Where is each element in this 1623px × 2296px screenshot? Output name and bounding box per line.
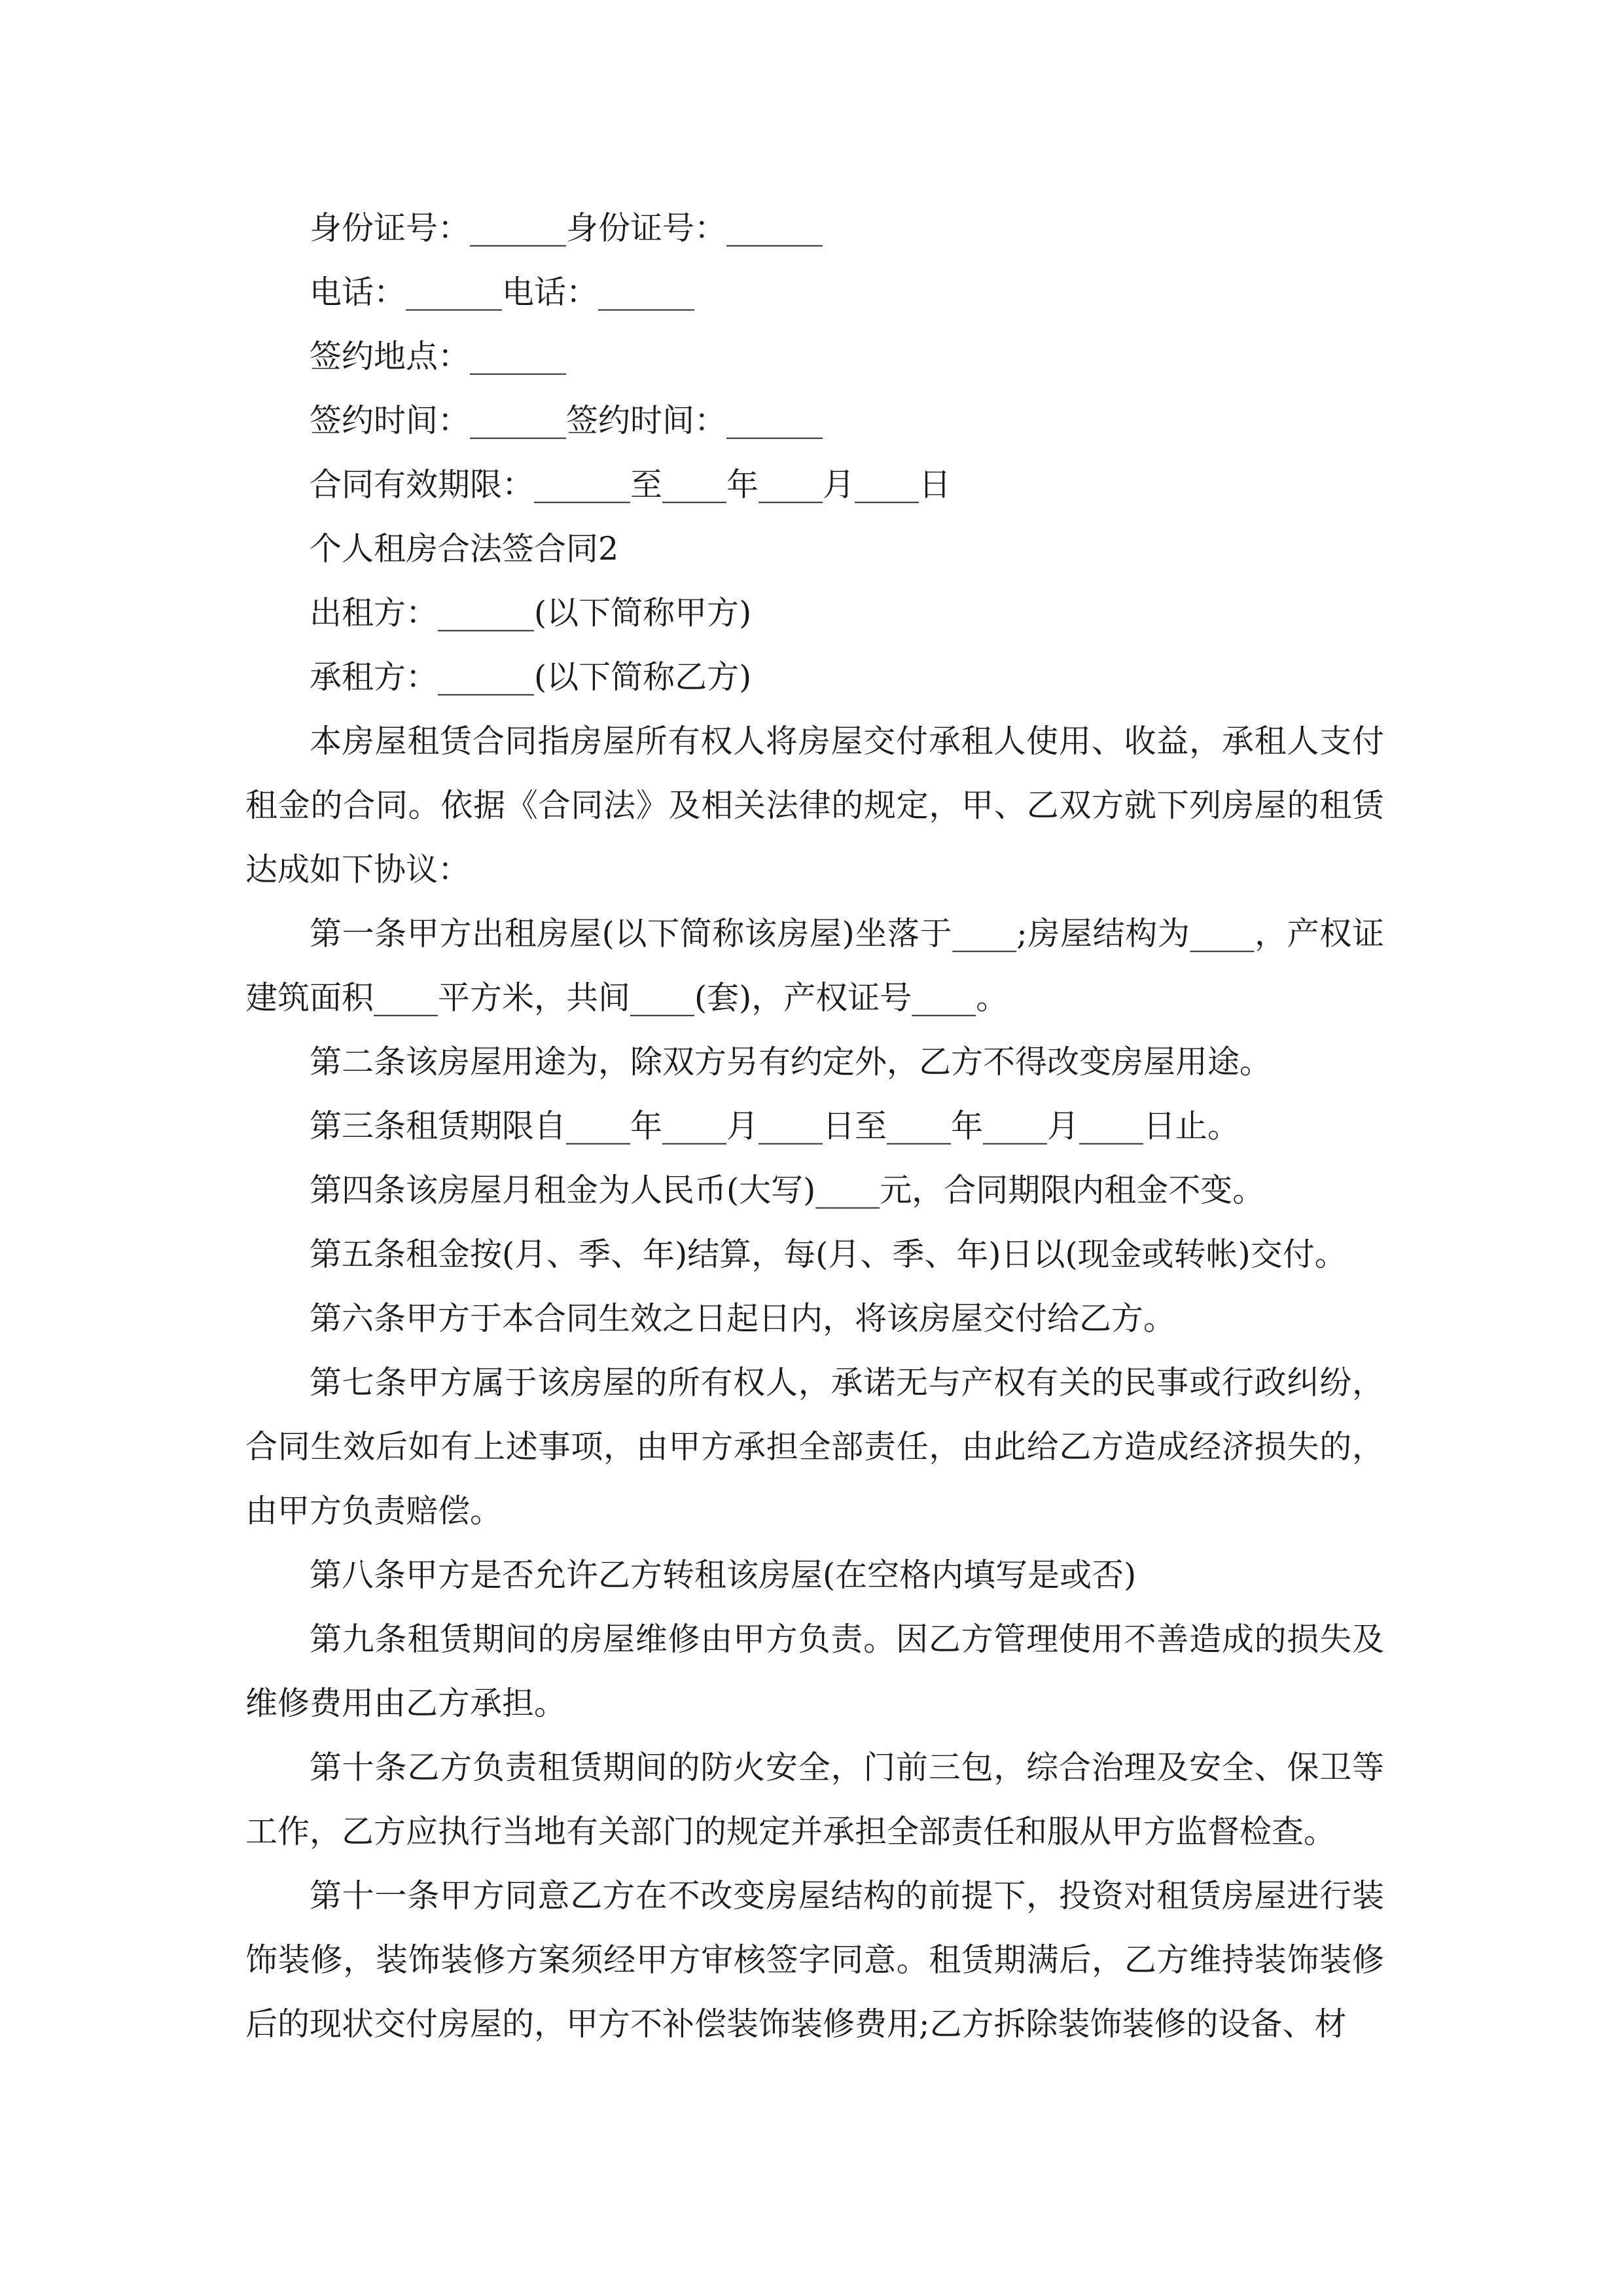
article-7: 第七条甲方属于该房屋的所有权人，承诺无与产权有关的民事或行政纠纷，合同生效后如有上述事项，由甲方承担全部责任，由此给乙方造成经济损失的，由甲方负责赔偿。 [245, 1364, 1384, 1530]
lessee-line: 承租方：______(以下简称乙方) [310, 658, 752, 696]
contract-body [245, 196, 1384, 2056]
article-10: 第十条乙方负责租赁期间的防火安全，门前三包，综合治理及安全、保卫等工作，乙方应执行当地有关部门的规定并承担全部责任和服从甲方监督检查。 [245, 1749, 1384, 1850]
preamble-paragraph: 本房屋租赁合同指房屋所有权人将房屋交付承租人使用、收益，承租人支付租金的合同。依据《合同法》及相关法律的规定，甲、乙双方就下列房屋的租赁达成如下协议： [245, 723, 1384, 888]
article-8: 第八条甲方是否允许乙方转租该房屋(在空格内填写是或否) [310, 1556, 1137, 1594]
lessor-line: 出租方：______(以下简称甲方) [310, 594, 752, 632]
article-2: 第二条该房屋用途为，除双方另有约定外，乙方不得改变房屋用途。 [310, 1043, 1272, 1081]
id-number-line: 身份证号：______身份证号：______ [310, 209, 823, 247]
article-11: 第十一条甲方同意乙方在不改变房屋结构的前提下，投资对租赁房屋进行装饰装修，装饰装修方案须经甲方审核签字同意。租赁期满后，乙方维持装饰装修后的现状交付房屋的，甲方不补偿装饰装修费用;乙方拆除装饰装修的设备、材 [245, 1877, 1384, 2043]
article-6: 第六条甲方于本合同生效之日起日内，将该房屋交付给乙方。 [310, 1300, 1176, 1337]
article-4: 第四条该房屋月租金为人民币(大写)____元，合同期限内租金不变。 [310, 1172, 1265, 1209]
article-5: 第五条租金按(月、季、年)结算，每(月、季、年)日以(现金或转帐)交付。 [310, 1236, 1347, 1273]
signing-time-line: 签约时间：______签约时间：______ [310, 402, 823, 439]
article-3: 第三条租赁期限自____年____月____日至____年____月____日止。 [310, 1107, 1240, 1145]
contract-title: 个人租房合法签合同2 [310, 530, 619, 567]
signing-place-line: 签约地点：______ [310, 338, 567, 375]
article-1: 第一条甲方出租房屋(以下简称该房屋)坐落于____;房屋结构为____，产权证建筑面积____平方米，共间____(套)，产权证号____。 [245, 915, 1384, 1016]
phone-line: 电话：______电话：______ [310, 274, 695, 311]
validity-period-line: 合同有效期限：______至____年____月____日 [310, 466, 952, 503]
article-9: 第九条租赁期间的房屋维修由甲方负责。因乙方管理使用不善造成的损失及维修费用由乙方承担。 [245, 1621, 1384, 1722]
